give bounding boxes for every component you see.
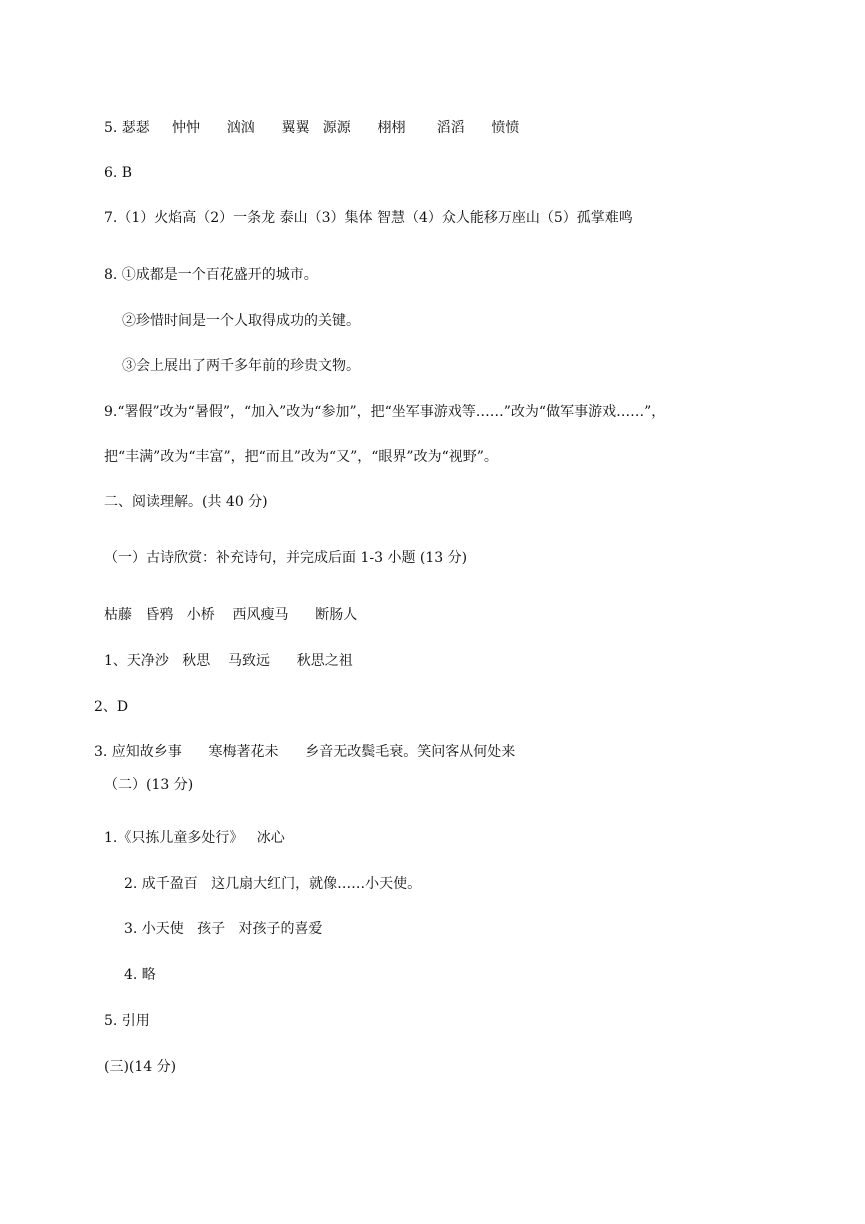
part1-line-1: 枯藤 昏鸦 小桥 西风瘦马 断肠人 — [104, 607, 358, 623]
part1-line-3: 2、D — [94, 699, 129, 715]
part2-heading: （二）(13 分) — [104, 777, 194, 793]
part2-line-3: 3. 小天使 孩子 对孩子的喜爱 — [124, 921, 323, 937]
q5-line: 5. 瑟瑟 忡忡 汹汹 翼翼 源源 栩栩 滔滔 愤愤 — [104, 120, 520, 136]
q8-line-1: 8. ①成都是一个百花盛开的城市。 — [104, 267, 318, 283]
q6-line: 6. B — [104, 165, 133, 181]
q8-line-3: ③会上展出了两千多年前的珍贵文物。 — [122, 358, 360, 374]
part1-heading: （一）古诗欣赏：补充诗句，并完成后面 1-3 小题 (13 分) — [104, 550, 468, 566]
q9-line-1: 9.“署假”改为“暑假”，“加入”改为“参加”，把“坐军事游戏等……”改为“做军事游戏……”， — [104, 404, 666, 420]
part3-heading: (三)(14 分) — [104, 1059, 177, 1075]
part2-line-1: 1.《只拣儿童多处行》 冰心 — [104, 830, 285, 846]
section2-heading: 二、阅读理解。(共 40 分) — [104, 494, 268, 510]
q8-line-2: ②珍惜时间是一个人取得成功的关键。 — [122, 313, 360, 329]
part1-line-4: 3. 应知故乡事 寒梅著花未 乡音无改鬓毛衰。笑问客从何处来 — [94, 744, 516, 760]
part2-line-5: 5. 引用 — [104, 1013, 150, 1029]
part2-line-4: 4. 略 — [124, 967, 156, 983]
part1-line-2: 1、天净沙 秋思 马致远 秋思之祖 — [104, 653, 353, 669]
q7-line: 7.（1）火焰高（2）一条龙 泰山（3）集体 智慧（4）众人能移万座山（5）孤掌难鸣 — [104, 210, 633, 226]
part2-line-2: 2. 成千盈百 这几扇大红门，就像……小天使。 — [124, 876, 422, 892]
q9-line-2: 把“丰满”改为“丰富”，把“而且”改为“又”，“眼界”改为“视野”。 — [104, 449, 498, 465]
